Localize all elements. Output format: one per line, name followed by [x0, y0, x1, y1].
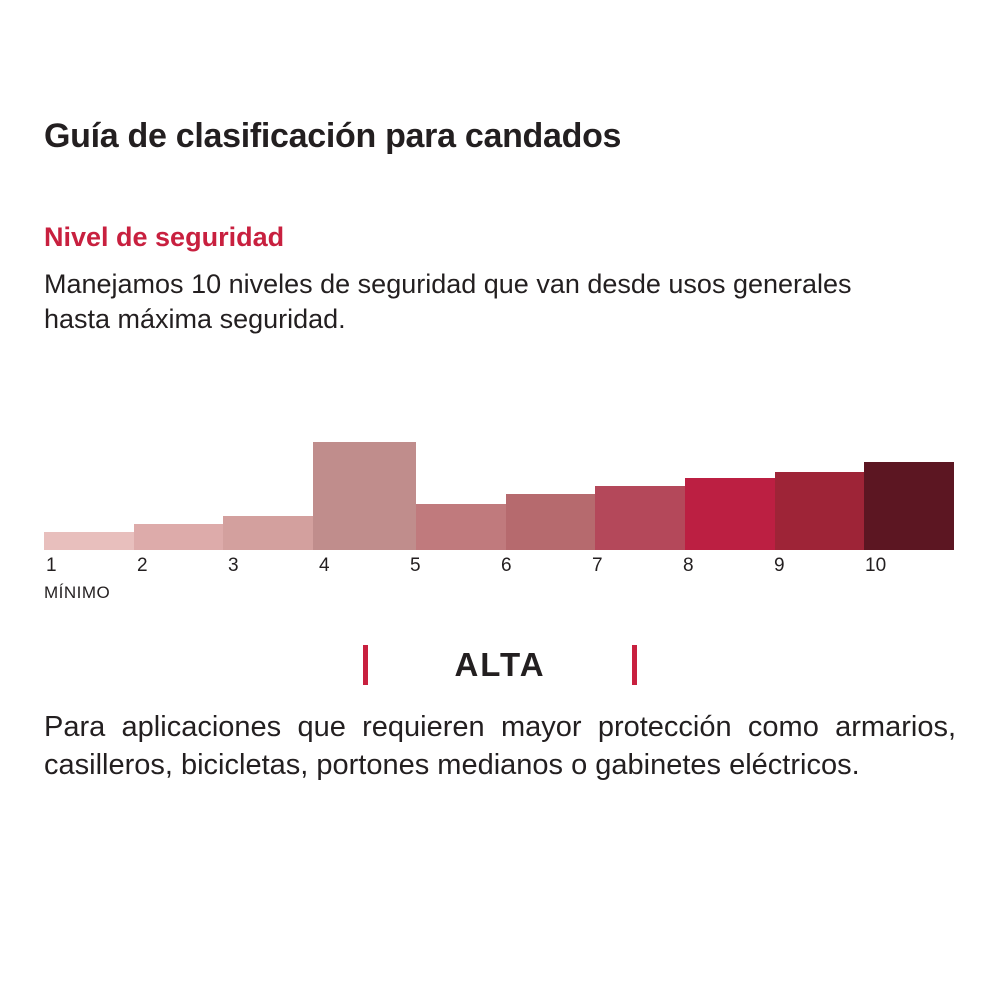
bar-cell [685, 390, 775, 550]
chart-bar [864, 462, 954, 550]
bar-cell [44, 390, 134, 550]
page-title: Guía de clasificación para candados [44, 117, 622, 155]
chart-bar [775, 472, 865, 550]
security-level-chart [44, 390, 956, 550]
bar-cell [313, 390, 416, 550]
level-description: Para aplicaciones que requieren mayor protección como armarios, casilleros, bicicletas, portones medianos o gabinetes eléctricos. [44, 711, 956, 781]
axis-tick-label: 2 [137, 555, 148, 577]
chart-bar [416, 504, 506, 550]
axis-min-label: MÍNIMO [44, 583, 111, 603]
axis-tick-label: 6 [501, 555, 512, 577]
chart-bar [506, 494, 596, 550]
bar-cell [775, 390, 865, 550]
bar-cell [595, 390, 685, 550]
chart-bars [44, 390, 954, 550]
axis-tick-label: 9 [774, 555, 785, 577]
bar-cell [506, 390, 596, 550]
chart-bar [134, 524, 224, 550]
axis-tick-label: 4 [319, 555, 330, 577]
bar-cell [416, 390, 506, 550]
chart-bar [223, 516, 313, 550]
tick-right-icon [632, 645, 637, 685]
intro-text: Manejamos 10 niveles de seguridad que van desde usos generales hasta máxima seguridad. [44, 269, 852, 334]
axis-tick-label: 7 [592, 555, 603, 577]
axis-tick-label: 10 [865, 555, 887, 577]
chart-bar [313, 442, 416, 550]
chart-axis-labels [44, 555, 954, 581]
axis-tick-label: 5 [410, 555, 421, 577]
chart-bar [685, 478, 775, 550]
bar-cell [864, 390, 954, 550]
bar-cell [134, 390, 224, 550]
bar-cell [223, 390, 313, 550]
level-name: ALTA [454, 646, 546, 684]
chart-bar [44, 532, 134, 550]
level-banner [44, 645, 956, 685]
axis-tick-label: 1 [46, 555, 57, 577]
tick-left-icon [363, 645, 368, 685]
axis-tick-label: 8 [683, 555, 694, 577]
axis-tick-label: 3 [228, 555, 239, 577]
section-subtitle: Nivel de seguridad [44, 222, 285, 253]
chart-bar [595, 486, 685, 550]
